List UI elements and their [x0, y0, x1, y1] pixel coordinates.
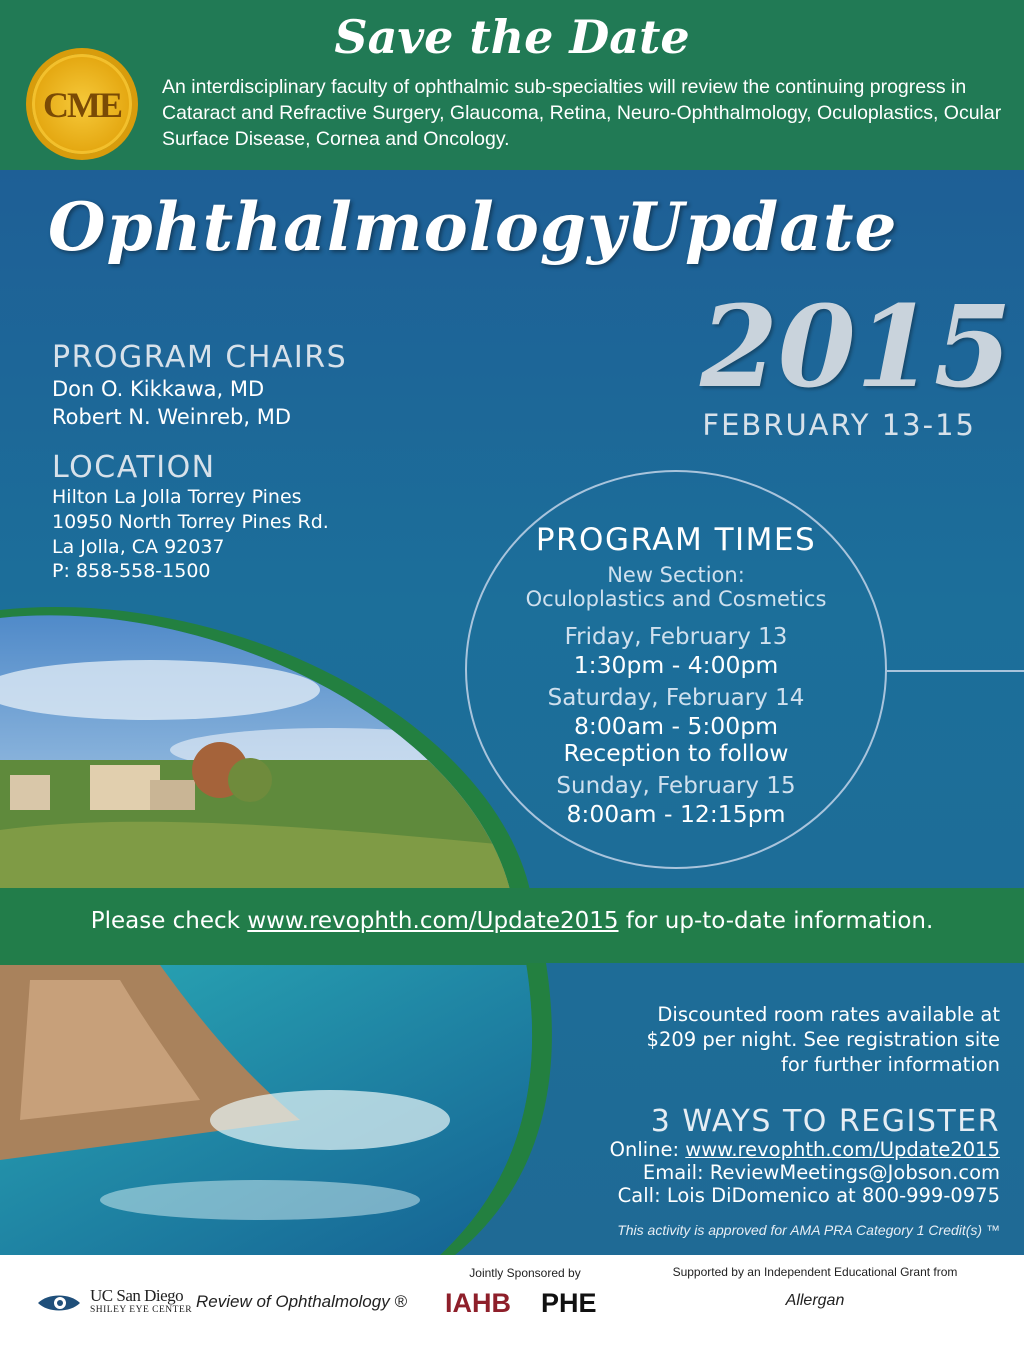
review-of-ophthalmology-logo: Review of Ophthalmology ® — [196, 1292, 407, 1311]
register-online-link[interactable]: www.revophth.com/Update2015 — [685, 1138, 1000, 1161]
intro-text: An interdisciplinary faculty of ophthalmic sub-specialties will review the continuing progress in Cataract and Refractive Surgery, Glaucoma, Retina, Neuro-Ophthalmology, Oculoplastics, Ocular Surface Disease, Cornea and Oncology. — [162, 76, 1002, 150]
day-friday: Friday, February 13 — [564, 624, 788, 650]
chair-name: Robert N. Weinreb, MD — [52, 405, 292, 429]
allergan-logo: Allergan — [785, 1292, 845, 1309]
time-sunday: 8:00am - 12:15pm — [566, 800, 786, 828]
room-rates-line: Discounted room rates available at — [657, 1003, 1000, 1026]
reception-note: Reception to follow — [563, 739, 789, 767]
info-suffix: for up-to-date information. — [618, 908, 934, 934]
event-year: 2015 — [700, 282, 1012, 413]
program-times-heading: PROGRAM TIMES — [535, 522, 817, 558]
time-friday: 1:30pm - 4:00pm — [573, 651, 779, 679]
info-prefix: Please check — [90, 908, 248, 934]
room-rates-line: $209 per night. See registration site — [646, 1028, 1000, 1051]
grant-support-label: Supported by an Independent Educational Grant from — [672, 1265, 958, 1279]
ucsd-logo-sub: SHILEY EYE CENTER — [90, 1305, 193, 1315]
location-heading: LOCATION — [52, 450, 216, 485]
circle-divider-line — [885, 670, 1024, 672]
jointly-sponsored-label: Jointly Sponsored by — [469, 1266, 581, 1280]
new-section-name: Oculoplastics and Cosmetics — [525, 587, 827, 611]
chair-name: Don O. Kikkawa, MD — [52, 377, 265, 401]
time-saturday: 8:00am - 5:00pm — [573, 712, 779, 740]
save-the-date-heading: Save the Date — [334, 10, 690, 64]
phe-logo: PHE — [541, 1288, 597, 1318]
ucsd-logo-name: UC San Diego — [90, 1286, 184, 1305]
event-dates: FEBRUARY 13-15 — [702, 408, 976, 442]
register-online-label: Online: — [609, 1138, 686, 1161]
info-band-text — [0, 908, 1024, 934]
credit-statement: This activity is approved for AMA PRA Category 1 Credit(s) ™ — [617, 1222, 1000, 1238]
room-rates — [580, 1002, 1000, 1077]
register-heading: 3 WAYS TO REGISTER — [650, 1104, 1000, 1139]
info-url-link[interactable]: www.revophth.com/Update2015 — [247, 908, 619, 934]
location-phone: P: 858-558-1500 — [52, 560, 211, 582]
day-sunday: Sunday, February 15 — [556, 773, 796, 799]
register-call: Call: Lois DiDomenico at 800-999-0975 — [617, 1184, 1000, 1207]
cme-seal-icon — [32, 54, 132, 154]
location-street: 10950 North Torrey Pines Rd. — [52, 511, 329, 533]
location-city: La Jolla, CA 92037 — [52, 536, 225, 558]
day-saturday: Saturday, February 14 — [547, 685, 805, 711]
room-rates-line: for further information — [780, 1053, 1000, 1076]
eye-icon — [36, 1292, 82, 1314]
new-section-label: New Section: — [607, 563, 745, 587]
program-chairs-heading: PROGRAM CHAIRS — [52, 340, 348, 375]
location-venue: Hilton La Jolla Torrey Pines — [52, 486, 302, 508]
cme-seal-text: CME — [43, 85, 121, 125]
event-title: OphthalmologyUpdate — [48, 188, 898, 266]
register-email: Email: ReviewMeetings@Jobson.com — [642, 1161, 1000, 1184]
iahb-logo: IAHB — [445, 1288, 511, 1318]
register-online — [610, 1138, 1000, 1161]
